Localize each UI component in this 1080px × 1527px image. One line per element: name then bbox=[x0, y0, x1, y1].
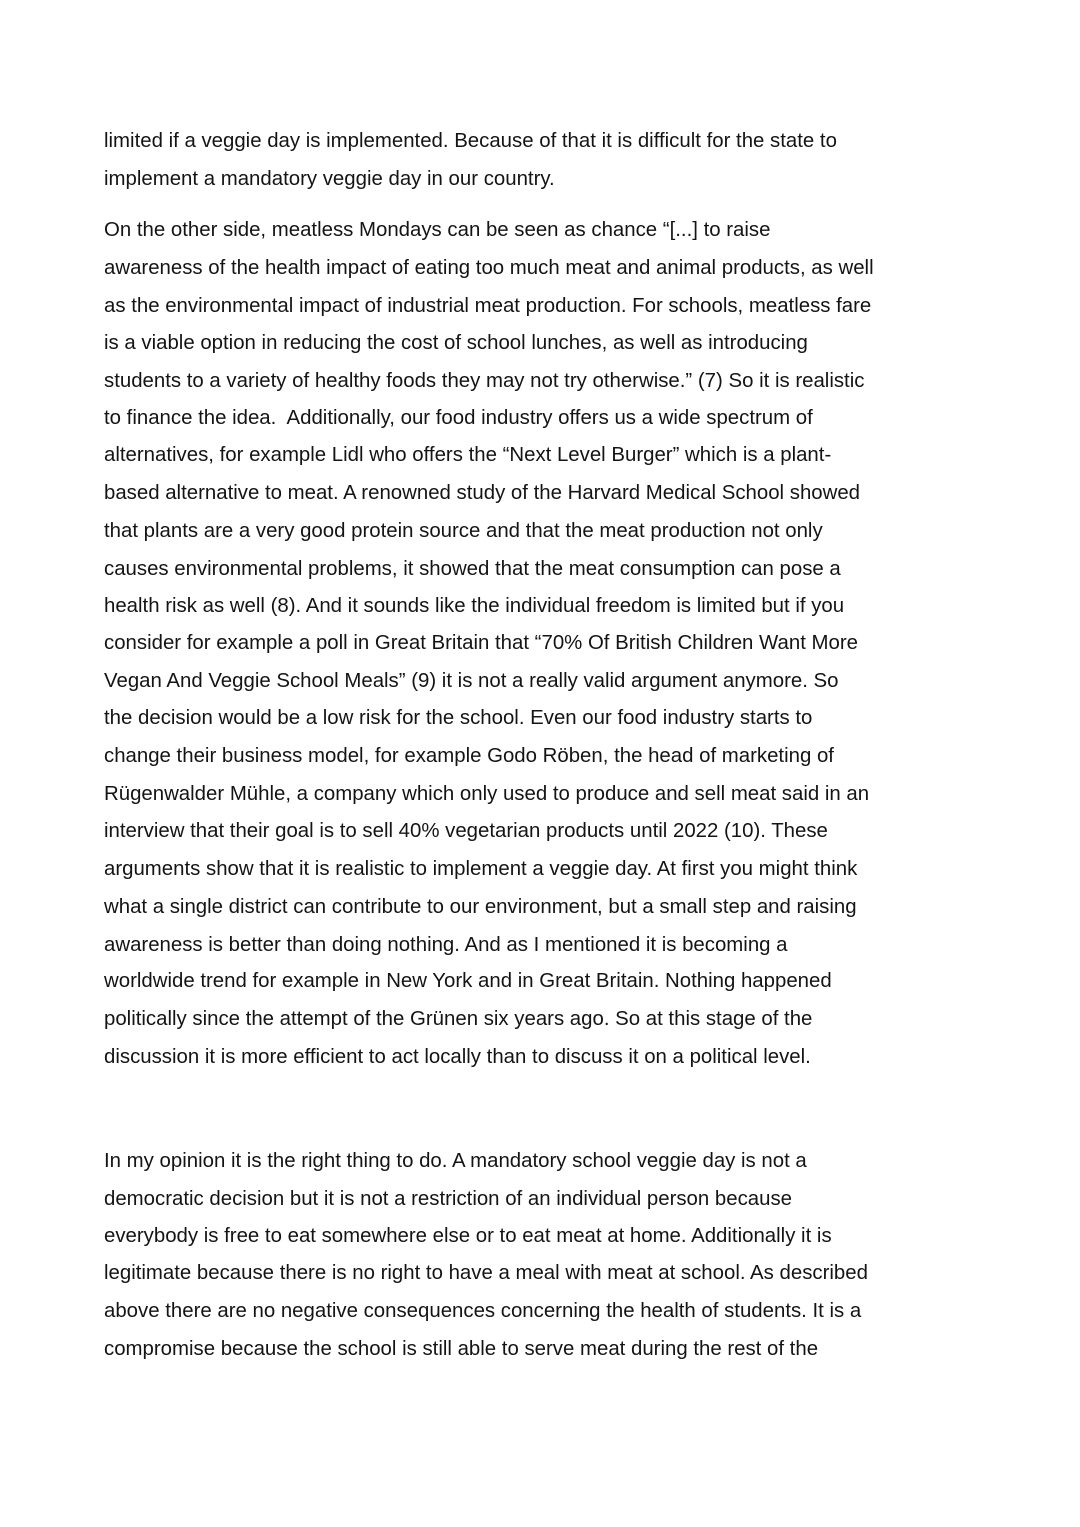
text-line: everybody is free to eat somewhere else or to eat meat at home. Additionally it is bbox=[104, 1225, 832, 1247]
text-line: to finance the idea. Additionally, our food industry offers us a wide spectrum of bbox=[104, 407, 813, 429]
text-line: above there are no negative consequences concerning the health of students. It is a bbox=[104, 1300, 862, 1322]
text-line: is a viable option in reducing the cost of school lunches, as well as introducing bbox=[104, 332, 808, 354]
text-line: Vegan And Veggie School Meals” (9) it is not a really valid argument anymore. So bbox=[104, 670, 839, 692]
text-line: Rügenwalder Mühle, a company which only used to produce and sell meat said in an bbox=[104, 783, 870, 805]
text-line: politically since the attempt of the Grünen six years ago. So at this stage of the bbox=[104, 1008, 813, 1030]
text-line: legitimate because there is no right to have a meal with meat at school. As described bbox=[104, 1262, 868, 1284]
text-line: awareness of the health impact of eating too much meat and animal products, as well bbox=[104, 257, 874, 279]
text-line: alternatives, for example Lidl who offers the “Next Level Burger” which is a plant- bbox=[104, 444, 832, 466]
text-line: based alternative to meat. A renowned study of the Harvard Medical School showed bbox=[104, 482, 861, 504]
text-line: awareness is better than doing nothing. And as I mentioned it is becoming a bbox=[104, 934, 788, 956]
text-line: compromise because the school is still able to serve meat during the rest of the bbox=[104, 1338, 819, 1360]
text-line: limited if a veggie day is implemented. Because of that it is difficult for the state to bbox=[104, 130, 837, 152]
text-line: In my opinion it is the right thing to do. A mandatory school veggie day is not a bbox=[104, 1150, 807, 1172]
text-line: the decision would be a low risk for the school. Even our food industry starts to bbox=[104, 707, 813, 729]
text-line: implement a mandatory veggie day in our country. bbox=[104, 168, 555, 190]
text-line: arguments show that it is realistic to implement a veggie day. At first you might think bbox=[104, 858, 858, 880]
text-line: On the other side, meatless Mondays can be seen as chance “[...] to raise bbox=[104, 219, 771, 241]
text-line: as the environmental impact of industrial meat production. For schools, meatless fare bbox=[104, 295, 872, 317]
text-line: change their business model, for example Godo Röben, the head of marketing of bbox=[104, 745, 834, 767]
text-line: democratic decision but it is not a restriction of an individual person because bbox=[104, 1188, 792, 1210]
text-line: students to a variety of healthy foods they may not try otherwise.” (7) So it is realistic bbox=[104, 370, 865, 392]
text-line: discussion it is more efficient to act locally than to discuss it on a political level. bbox=[104, 1046, 811, 1068]
text-line: health risk as well (8). And it sounds like the individual freedom is limited but if you bbox=[104, 595, 845, 617]
text-line: that plants are a very good protein source and that the meat production not only bbox=[104, 520, 823, 542]
text-line: interview that their goal is to sell 40% vegetarian products until 2022 (10). These bbox=[104, 820, 828, 842]
text-line: what a single district can contribute to our environment, but a small step and raising bbox=[104, 896, 857, 918]
text-line: worldwide trend for example in New York and in Great Britain. Nothing happened bbox=[104, 970, 832, 992]
text-line: causes environmental problems, it showed that the meat consumption can pose a bbox=[104, 558, 841, 580]
text-line: consider for example a poll in Great Britain that “70% Of British Children Want More bbox=[104, 632, 859, 654]
